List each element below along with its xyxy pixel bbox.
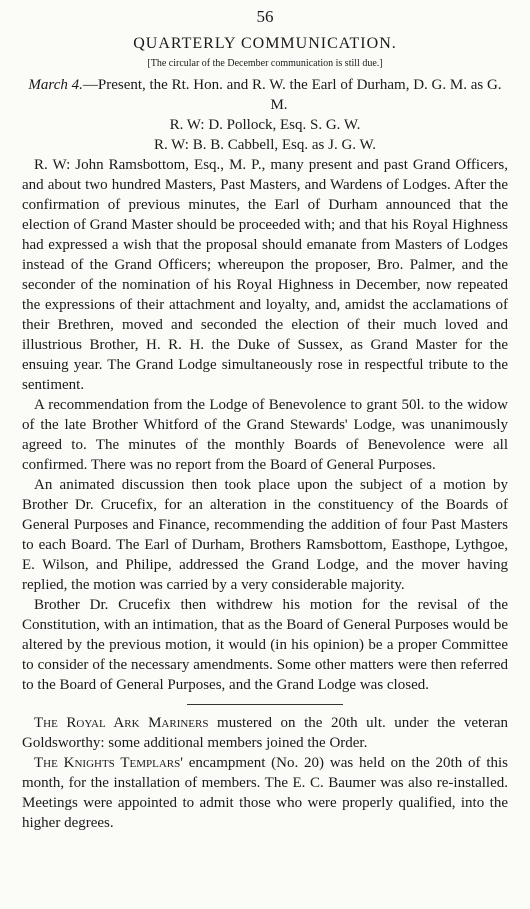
paragraph-attendance: R. W: John Ramsbottom, Esq., M. P., many present and past Grand Officers, and about two hundred Masters, Past Masters, and Wardens of Lodges. After the confirmation of previous minutes, the Earl of Durham announced that the election of Grand Master should be proceeded with; and that his Royal Highness had expressed a wish that the proposal should emanate from Masters of Lodges instead of the Grand Officers; whereupon the proposer, Bro. Palmer, and the seconder of the nomination of his Royal Highness in December, now repeated the expressions of their attachment and loyalty, and, amidst the acclamations of their Brethren, moved and seconded the election of their much loved and illustrious Brother, H. R. H. the Duke of Sussex, as Grand Master for the ensuing year. The Grand Lodge simultaneously rose in respectful tribute to the sentiment. [22,157,508,393]
section-divider [187,704,343,705]
page-number: 56 [256,7,274,26]
paragraph-knights-templars [22,753,508,833]
ark-mariners-text: mustered on the 20th ult. under the veteran Goldsworthy: some additional members joined the Order. [22,715,508,751]
paragraph-constitution: Brother Dr. Crucefix then withdrew his motion for the revisal of the Constitution, with an intimation, that as the Board of General Purposes would be altered by the previous motion, it would (in his opinion) be a proper Committee to consider of the necessary amendments. Some other matters were then referred to the Board of General Purposes, and the Grand Lodge was closed. [22,597,508,693]
meeting-date: March 4. [28,77,83,93]
paragraph-ark-mariners [22,713,508,753]
senior-warden-line: R. W: D. Pollock, Esq. S. G. W. [169,117,361,133]
presiding-officer: —Present, the Rt. Hon. and R. W. the Earl of Durham, D. G. M. as G. M. [82,77,502,113]
editorial-note: [The circular of the December communication is still due.] [147,58,383,69]
knights-templars-text: encampment (No. 20) was held on the 20th of this month, for the installation of members. The E. C. Baumer was also re-installed. Meetings were appointed to admit those who were properly qualified, into the higher degrees. [22,755,508,831]
section-title: QUARTERLY COMMUNICATION. [133,35,397,52]
paragraph-discussion: An animated discussion then took place upon the subject of a motion by Brother Dr. Crucefix, for an alteration in the constituency of the Boards of General Purposes and Finance, recommending the addition of four Past Masters to each Board. The Earl of Durham, Brothers Ramsbottom, Easthope, Lythgoe, E. Wilson, and Philipe, addressed the Grand Lodge, and the mover having replied, the motion was carried by a very considerable majority. [22,477,508,593]
attendance-header [22,75,508,115]
paragraph-benevolence: A recommendation from the Lodge of Benevolence to grant 50l. to the widow of the late Brother Whitford of the Grand Stewards' Lodge, was unanimously agreed to. The minutes of the monthly Boards of Benevolence were all confirmed. There was no report from the Board of General Purposes. [22,397,508,473]
ark-mariners-lead: The Royal Ark Mariners [34,715,209,731]
junior-warden-line: R. W: B. B. Cabbell, Esq. as J. G. W. [153,137,377,153]
knights-templars-lead: The Knights Templars' [34,755,183,771]
